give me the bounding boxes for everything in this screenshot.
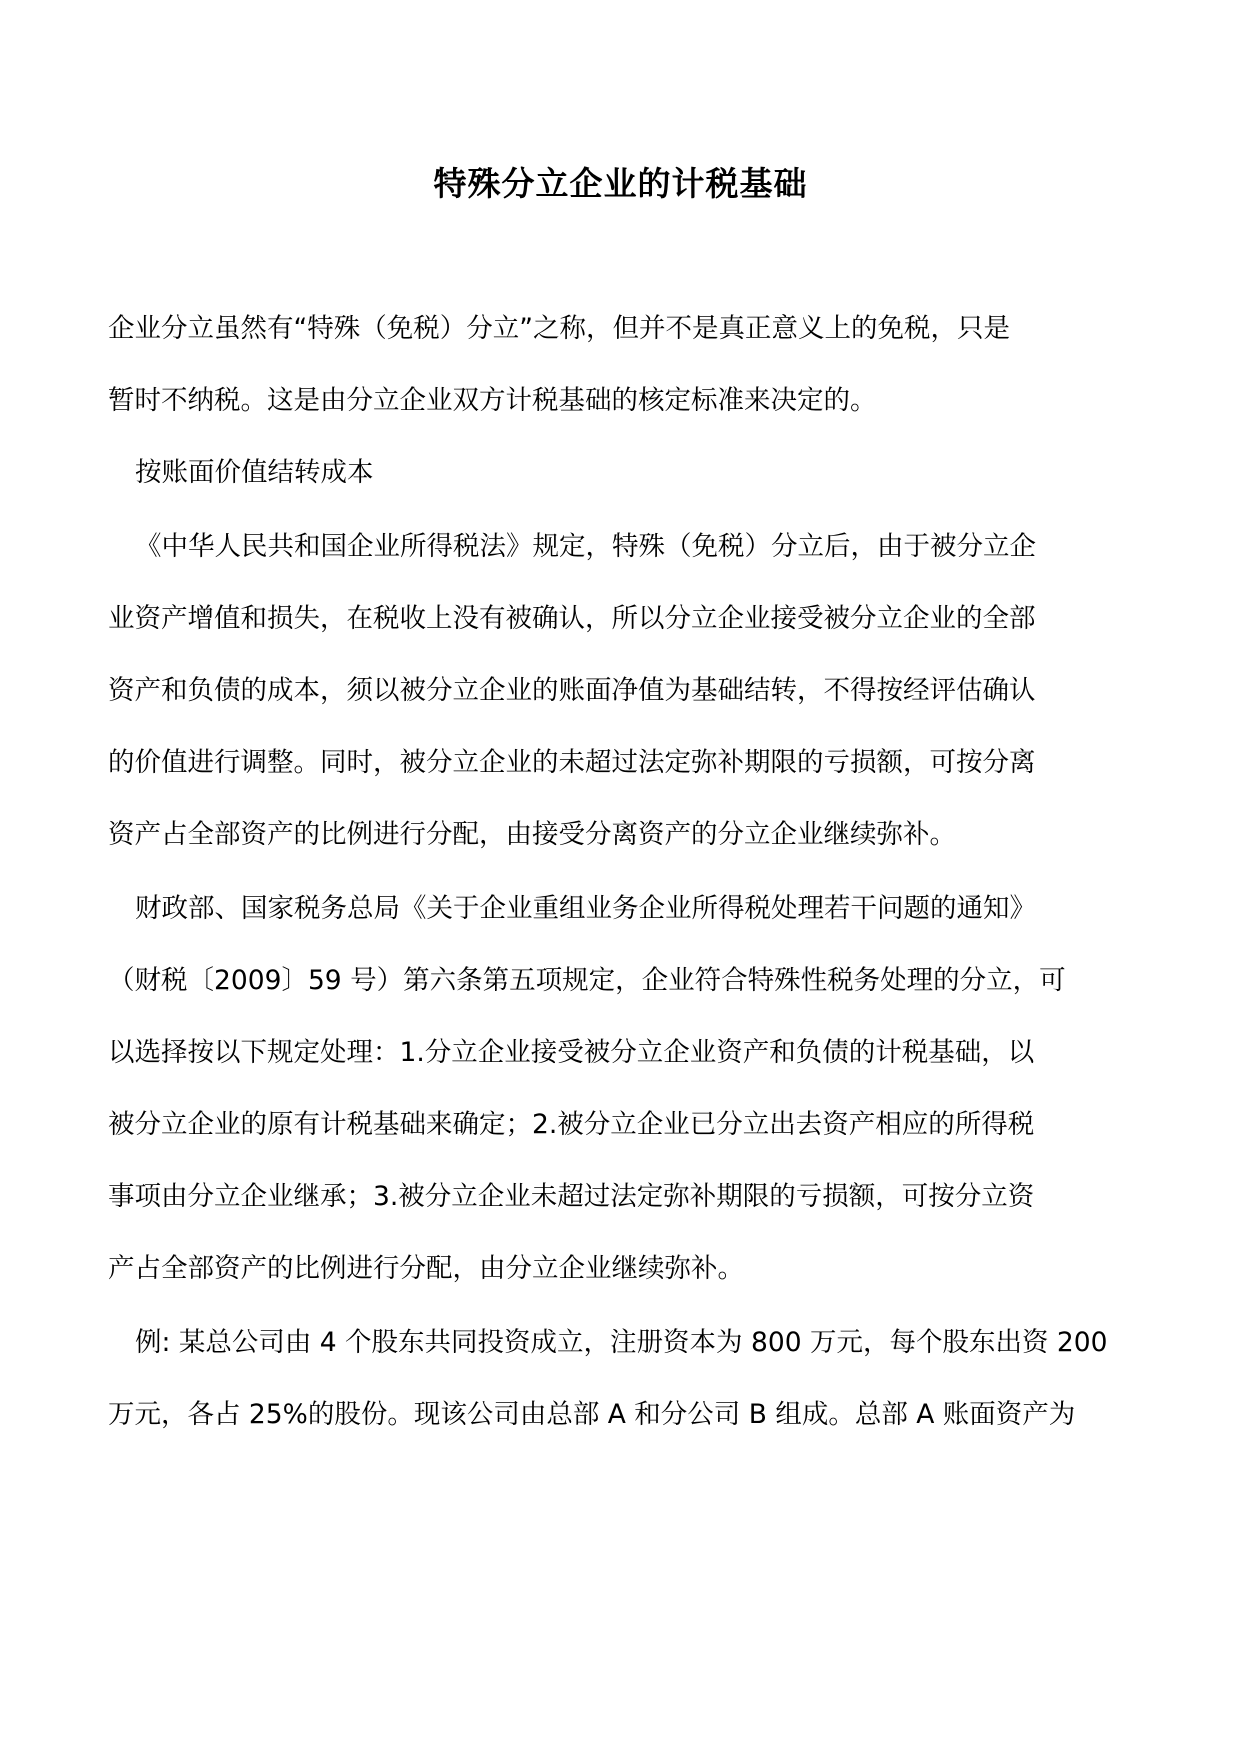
paragraph-line: 以选择按以下规定处理：1.分立企业接受被分立企业资产和负债的计税基础，以 <box>108 1037 1035 1068</box>
paragraph-line: 事项由分立企业继承；3.被分立企业未超过法定弥补期限的亏损额，可按分立资 <box>108 1181 1035 1212</box>
paragraph-line: （财税〔2009〕59 号）第六条第五项规定，企业符合特殊性税务处理的分立，可 <box>108 965 1066 996</box>
paragraph-line: 企业分立虽然有“特殊（免税）分立”之称，但并不是真正意义上的免税，只是 <box>108 313 1010 344</box>
paragraph-line: 的价值进行调整。同时，被分立企业的未超过法定弥补期限的亏损额，可按分离 <box>108 747 1036 778</box>
paragraph-line: 万元，各占 25%的股份。现该公司由总部 A 和分公司 B 组成。总部 A 账面资产为 <box>108 1399 1076 1430</box>
paragraph-line: 例: 某总公司由 4 个股东共同投资成立，注册资本为 800 万元，每个股东出资 200 <box>135 1327 1108 1358</box>
paragraph-line: 资产和负债的成本，须以被分立企业的账面净值为基础结转，不得按经评估确认 <box>108 675 1036 706</box>
paragraph-line: 业资产增值和损失，在税收上没有被确认，所以分立企业接受被分立企业的全部 <box>108 603 1036 634</box>
paragraph-line: 暂时不纳税。这是由分立企业双方计税基础的核定标准来决定的。 <box>108 385 877 416</box>
section-heading: 按账面价值结转成本 <box>135 457 374 488</box>
paragraph-line: 产占全部资产的比例进行分配，由分立企业继续弥补。 <box>108 1253 744 1284</box>
paragraph-line: 被分立企业的原有计税基础来确定；2.被分立企业已分立出去资产相应的所得税 <box>108 1109 1035 1140</box>
document-title: 特殊分立企业的计税基础 <box>433 164 808 203</box>
paragraph-line: 资产占全部资产的比例进行分配，由接受分离资产的分立企业继续弥补。 <box>108 819 956 850</box>
paragraph-line: 财政部、国家税务总局《关于企业重组业务企业所得税处理若干问题的通知》 <box>135 893 1036 924</box>
paragraph-line: 《中华人民共和国企业所得税法》规定，特殊（免税）分立后，由于被分立企 <box>135 531 1036 562</box>
